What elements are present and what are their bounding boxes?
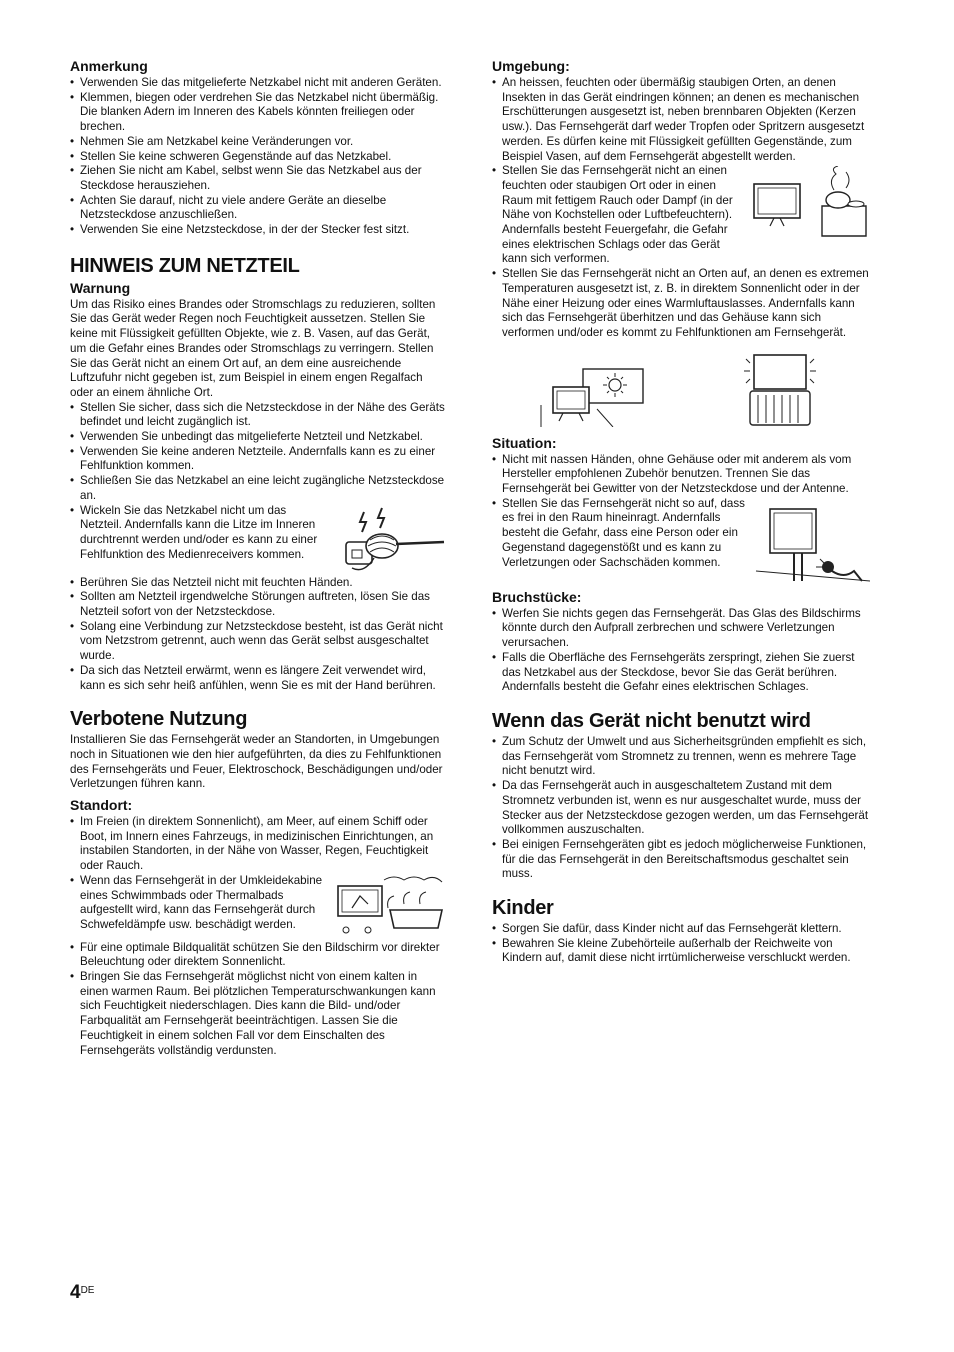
- list-item: • Wickeln Sie das Netzkabel nicht um das Netzteil. Andernfalls kann die Litze im Inneren durchtrennt werden und/oder es kann zu einer Fehlfunktion des Medienreceivers kommen.: [70, 504, 446, 563]
- list-item: • Klemmen, biegen oder verdrehen Sie das Netzkabel nicht übermäßig. Die blanken Adern im Inneren des Kabels könnten freiliegen oder brechen.: [70, 91, 446, 135]
- list-item: • Bringen Sie das Fernsehgerät möglichst nicht von einem kalten in einen warmen Raum. Bei plötzlichen Temperaturschwankungen kann sich Feuchtigkeit niederschlagen. Dies kann die Bild- und/oder Farbqualität am Fernsehgerät beeinträchtigen. Lassen Sie die Feuchtigkeit in einem solchen Fall vor dem Einschalten des Fernsehgeräts vollständig verdunsten.: [70, 970, 446, 1058]
- list-item: • Falls die Oberfläche des Fernsehgeräts zerspringt, ziehen Sie zuerst das Netzkabel aus der Steckdose, bevor Sie das Gerät berühren. Andernfalls besteht die Gefahr eines elektrischen Schlages.: [492, 651, 870, 695]
- list-item: • Sollten am Netzteil irgendwelche Störungen auftreten, lösen Sie das Netzteil sofort von der Netzsteckdose.: [70, 590, 446, 619]
- list-item: • Da sich das Netzteil erwärmt, wenn es längere Zeit verwendet wird, kann es sich sehr heiß anfühlen, wenn Sie es mit der Hand berühren.: [70, 664, 446, 693]
- list-item: • Für eine optimale Bildqualität schützen Sie den Bildschirm vor direkter Beleuchtung oder direktem Sonnenlicht.: [70, 941, 446, 970]
- kinder-list: [492, 922, 870, 966]
- sunlight-tv-illustration-icon: [537, 365, 647, 427]
- list-item: • Achten Sie darauf, nicht zu viele andere Geräte an dieselbe Netzsteckdose anzuschließen.: [70, 194, 446, 223]
- list-item: • Zum Schutz der Umwelt und aus Sicherheitsgründen empfiehlt es sich, das Fernsehgerät vom Stromnetz zu trennen, wenn es mehrere Tage nicht benutzt wird.: [492, 735, 870, 779]
- list-item: • Verwenden Sie eine Netzsteckdose, in der der Stecker fest sitzt.: [70, 223, 446, 238]
- page-lang: DE: [80, 1285, 95, 1296]
- list-item: • Stellen Sie keine schweren Gegenstände auf das Netzkabel.: [70, 150, 446, 165]
- bruch-heading: Bruchstücke:: [492, 588, 582, 605]
- situation-heading: Situation:: [492, 434, 557, 451]
- anmerkung-list: [70, 76, 446, 238]
- standort-list: [70, 815, 446, 1058]
- anmerkung-heading: Anmerkung: [70, 58, 148, 74]
- list-item: • Nicht mit nassen Händen, ohne Gehäuse oder mit anderem als vom Hersteller empfohlenen Zubehör benutzen. Trennen Sie das Fernsehgerät bei Gewitter von der Netzsteckdose und der Antenne.: [492, 453, 870, 497]
- netzteil-list: [70, 401, 446, 694]
- list-item: • Ziehen Sie nicht am Kabel, selbst wenn Sie das Netzkabel aus der Steckdose herausziehen.: [70, 164, 446, 193]
- list-item: • Solang eine Verbindung zur Netzsteckdose besteht, ist das Gerät nicht vom Netzstrom getrennt, auch wenn das Gerät selbst ausgeschaltet wurde.: [70, 620, 446, 664]
- list-item: • Verwenden Sie keine anderen Netzteile. Andernfalls kann es zu einer Fehlfunktion kommen.: [70, 445, 446, 474]
- list-item: • Stellen Sie das Fernsehgerät nicht so auf, dass es frei in den Raum hineinragt. Andernfalls besteht die Gefahr, dass eine Person oder ein Gegenstand dagegenstößt und es kann zu Verletzungen oder Sachschäden kommen.: [492, 497, 870, 571]
- right-column: [492, 58, 870, 971]
- verbotene-heading: Verbotene Nutzung: [70, 708, 248, 731]
- protruding-tv-illustration-icon: [754, 501, 870, 589]
- list-item: • Verwenden Sie das mitgelieferte Netzkabel nicht mit anderen Geräten.: [70, 76, 446, 91]
- left-column: [70, 58, 446, 1063]
- list-item: • Wenn das Fernsehgerät in der Umkleidekabine eines Schwimmbads oder Thermalbads aufgestellt wird, kann das Fernsehgerät durch Schwefeldämpfe usw. beschädigt werden.: [70, 874, 446, 933]
- standort-heading: Standort:: [70, 797, 133, 814]
- list-item: • Im Freien (in direktem Sonnenlicht), am Meer, auf einem Schiff oder Boot, im Innern eines Fahrzeugs, in medizinischen Einrichtungen, an instabilen Standorten, in der Nähe von Wasser, Regen, Feuchtigkeit oder Rauch.: [70, 815, 446, 874]
- umgebung-list: [492, 76, 870, 341]
- temperature-illustrations: [492, 349, 870, 427]
- kinder-heading: Kinder: [492, 897, 554, 920]
- list-item: • Bewahren Sie kleine Zubehörteile außerhalb der Reichweite von Kindern auf, damit diese nicht irrtümlicherweise verschluckt werden.: [492, 937, 870, 966]
- warnung-subheading: Warnung: [70, 279, 131, 296]
- bruch-list: [492, 607, 870, 695]
- cable-wrap-illustration-icon: [334, 504, 446, 576]
- nicht-benutzt-heading: Wenn das Gerät nicht benutzt wird: [492, 709, 811, 732]
- umgebung-heading: Umgebung:: [492, 58, 570, 74]
- page-number: 4DE: [70, 1282, 95, 1303]
- nicht-benutzt-list: [492, 735, 870, 882]
- list-item: • Stellen Sie das Fernsehgerät nicht an Orten auf, an denen es extremen Temperaturen ausgesetzt ist, z. B. in direktem Sonnenlicht oder in der Nähe einer Heizung oder eines Warmluftauslasses. Andernfalls kann sich das Fernsehgerät überhitzen und das Gehäuse kann sich verformen und/oder es kommt zu Fehlfunktionen am Fernsehgerät.: [492, 267, 870, 341]
- netzteil-heading: HINWEIS ZUM NETZTEIL: [70, 254, 300, 277]
- list-item: • Stellen Sie sicher, dass sich die Netzsteckdose in der Nähe des Geräts befindet und leicht zugänglich ist.: [70, 401, 446, 430]
- list-item: • Nehmen Sie am Netzkabel keine Veränderungen vor.: [70, 135, 446, 150]
- list-item: • Sorgen Sie dafür, dass Kinder nicht auf das Fernsehgerät klettern.: [492, 922, 870, 937]
- bathroom-tv-illustration-icon: [334, 874, 446, 936]
- situation-list: [492, 453, 870, 571]
- heater-tv-illustration-icon: [736, 349, 826, 427]
- list-item: • Berühren Sie das Netzteil nicht mit feuchten Händen.: [70, 576, 446, 591]
- list-item: • An heissen, feuchten oder übermäßig staubigen Orten, an denen Insekten in das Gerät eindringen können; an denen es mechanischen Erschütterungen ausgesetzt ist, neben brennbaren Objekten (Kerzen usw.). Das Fernsehgerät darf weder Tropfen oder Spritzern ausgesetzt werden. Es dürfen keine mit Flüssigkeit gefüllten Gegenstände, zum Beispiel Vasen, auf dem Fernsehgerät abgestellt werden.: [492, 76, 870, 164]
- list-item: • Werfen Sie nichts gegen das Fernsehgerät. Das Glas des Bildschirms könnte durch den Aufprall zerbrechen und schwere Verletzungen verursachen.: [492, 607, 870, 651]
- verbotene-intro: Installieren Sie das Fernsehgerät weder an Standorten, in Umgebungen noch in Situationen wie den hier aufgeführten, da dies zu Fehlfunktionen des Fernsehgeräts und Feuer, Elektroschock, Beschädigungen und/oder Verletzungen führen kann.: [70, 733, 443, 791]
- list-item: • Da das Fernsehgerät auch in ausgeschaltetem Zustand mit dem Stromnetz verbunden ist, wenn es nur ausgeschaltet wurde, muss der Stecker aus der Netzsteckdose gezogen werden, um das Fernsehgerät vollkommen auszuschalten.: [492, 779, 870, 838]
- list-item: • Verwenden Sie unbedingt das mitgelieferte Netzteil und Netzkabel.: [70, 430, 446, 445]
- list-item: • Stellen Sie das Fernsehgerät nicht an einen feuchten oder staubigen Ort oder in einen Raum mit fettigem Rauch oder Dampf (in der Nähe von Kochstellen oder Luftbefeuchtern). Andernfalls besteht Feuergefahr, die Gefahr eines elektrischen Schlags oder das Gerät kann sich verformen.: [492, 164, 870, 267]
- list-item: • Bei einigen Fernsehgeräten gibt es jedoch möglicherweise Funktionen, für die das Fernsehgerät in den Bereitschaftsmodus geschaltet sein muss.: [492, 838, 870, 882]
- kitchen-steam-illustration-icon: [750, 166, 870, 238]
- warnung-intro: Um das Risiko eines Brandes oder Stromschlags zu reduzieren, sollten Sie das Gerät weder Regen noch Feuchtigkeit aussetzen. Stellen Sie keine mit Flüssigkeit gefüllten Objekte, wie z. B. Vasen, auf das Gerät, um die Gefahr eines Brandes oder Stromschlags zu verringern. Stellen Sie das Gerät nicht an einem Ort auf, an dem eine ausreichende Luftzufuhr nicht gegeben ist, zum Beispiel in einem engen Regalfach oder an einem ähnliche Ort.: [70, 297, 436, 399]
- list-item: • Schließen Sie das Netzkabel an eine leicht zugängliche Netzsteckdose an.: [70, 474, 446, 503]
